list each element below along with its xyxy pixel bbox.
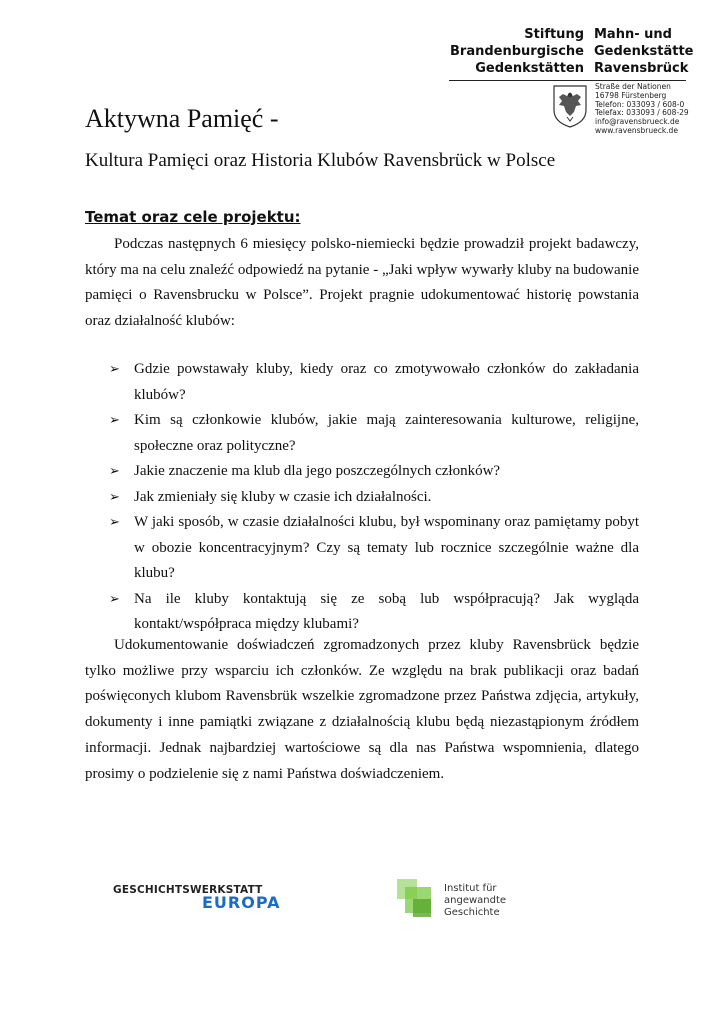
arrow-bullet-icon: ➢ bbox=[109, 489, 120, 505]
eagle-crest-icon bbox=[551, 84, 589, 128]
address-website: www.ravensbrueck.de bbox=[595, 125, 678, 135]
letterhead-right-line-3: Ravensbrück bbox=[594, 61, 689, 76]
address-city: 16798 Fürstenberg bbox=[595, 90, 667, 100]
list-item bbox=[85, 357, 639, 408]
intro-paragraph-text: Podczas następnych 6 miesięcy polsko-niemiecki będzie prowadził projekt badawczy, który ma na celu znaleźć odpowiedź na pytanie - „Jaki wpływ wywarły kluby na budowanie pamięci o Ravensbrucku w Polsce”. Projekt pragnie udokumentować historię powstania oraz działalność klubów: bbox=[85, 236, 639, 330]
question-text: Jakie znaczenie ma klub dla jego poszczególnych członków? bbox=[134, 463, 501, 479]
section-heading: Temat oraz cele projektu: bbox=[85, 208, 301, 226]
address-street: Straße der Nationen bbox=[595, 82, 671, 91]
institut-logo-text bbox=[444, 883, 506, 919]
question-text: Kim są członkowie klubów, jakie mają zainteresowania kulturowe, religijne, społeczne oraz polityczne? bbox=[134, 412, 639, 454]
address-fax: Telefax: 033093 / 608-29 bbox=[595, 108, 689, 118]
institut-logo-icon bbox=[395, 877, 437, 921]
letterhead-right-line-1: Mahn- und bbox=[594, 27, 672, 42]
question-text: Gdzie powstawały kluby, kiedy oraz co zmotywowało członków do zakładania klubów? bbox=[134, 361, 639, 403]
list-item bbox=[85, 587, 639, 638]
list-item bbox=[85, 485, 639, 511]
list-item bbox=[85, 459, 639, 485]
intro-paragraph bbox=[85, 232, 639, 335]
letterhead-left-line-1: Stiftung bbox=[524, 27, 584, 42]
address-email: info@ravensbrueck.de bbox=[595, 117, 680, 127]
questions-list bbox=[85, 357, 639, 638]
closing-paragraph-text: Udokumentowanie doświadczeń zgromadzonych przez kluby Ravensbrück będzie tylko możliwe przy wsparciu ich członków. Ze względu na brak publikacji oraz badań poświęconych klubom Ravensbrük wszelkie zgromadzone przez Państwa zdjęcia, artykuły, dokumenty i inne pamiątki związane z działalnością klubu będą niezastąpionym źródłem informacji. Jednak najbardziej wartościowe są dla nas Państwa wspomnienia, dlatego prosimy o podzielenie się z nami Państwa doświadczeniem. bbox=[85, 637, 639, 782]
arrow-bullet-icon: ➢ bbox=[109, 413, 120, 428]
arrow-bullet-icon: ➢ bbox=[109, 515, 120, 530]
institut-line-2: angewandte bbox=[444, 895, 507, 906]
address-phone: Telefon: 033093 / 608-0 bbox=[595, 99, 685, 109]
page-subtitle: Kultura Pamięci oraz Historia Klubów Ravensbrück w Polsce bbox=[85, 150, 556, 171]
question-text: Jak zmieniały się kluby w czasie ich działalności. bbox=[134, 488, 432, 505]
institut-line-1: Institut für bbox=[444, 883, 497, 894]
question-text: W jaki sposób, w czasie działalności klubu, był wspominany oraz pamiętamy pobyt w obozie koncentracyjnym? Czy są tematy lub rocznice szczególnie ważne dla klubu? bbox=[134, 514, 639, 581]
question-text: Na ile kluby kontaktują się ze sobą lub współpracują? Jak wygląda kontakt/współpraca między klubami? bbox=[134, 590, 639, 632]
letterhead-divider bbox=[449, 80, 686, 81]
institut-line-3: Geschichte bbox=[444, 907, 500, 918]
letterhead-left-line-2: Brandenburgische bbox=[450, 44, 584, 59]
arrow-bullet-icon: ➢ bbox=[109, 362, 120, 377]
closing-paragraph bbox=[85, 633, 639, 787]
arrow-bullet-icon: ➢ bbox=[109, 591, 120, 607]
geschichtswerkstatt-logo-line-1: GESCHICHTSWERKSTATT bbox=[113, 884, 263, 896]
address-block bbox=[595, 83, 689, 136]
geschichtswerkstatt-logo-line-2: EUROPA bbox=[202, 893, 281, 912]
list-item bbox=[85, 510, 639, 587]
letterhead-right-line-2: Gedenkstätte bbox=[594, 44, 694, 59]
list-item bbox=[85, 408, 639, 459]
arrow-bullet-icon: ➢ bbox=[109, 464, 120, 479]
page-title: Aktywna Pamięć - bbox=[85, 104, 279, 133]
letterhead-left-line-3: Gedenkstätten bbox=[475, 61, 584, 76]
